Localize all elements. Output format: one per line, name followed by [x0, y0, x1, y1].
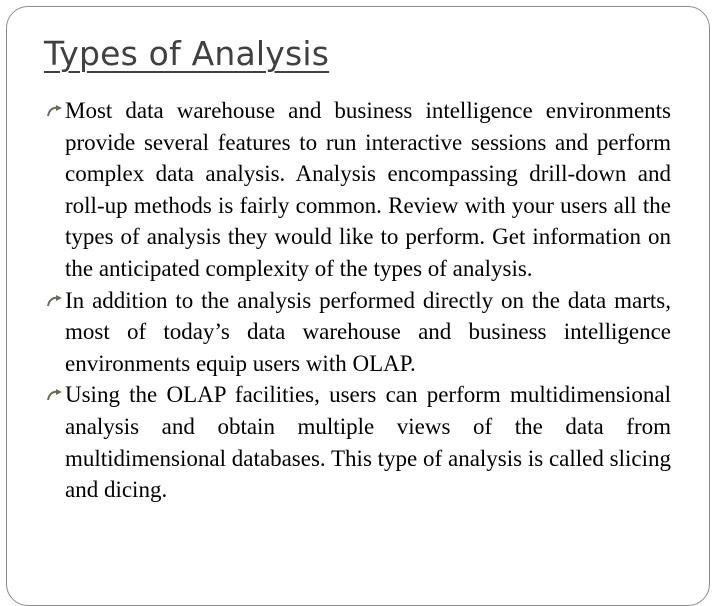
- curved-arrow-bullet-icon: [47, 295, 63, 307]
- curved-arrow-bullet-icon: [47, 105, 63, 117]
- bullet-list: [44, 95, 671, 506]
- bullet-item: [44, 285, 671, 380]
- bullet-text: In addition to the analysis performed directly on the data marts, most of today’s data warehouse and business intelligence environments equip users with OLAP.: [65, 287, 671, 376]
- bullet-item: [44, 379, 671, 505]
- bullet-item: [44, 95, 671, 285]
- bullet-text: Most data warehouse and business intelligence environments provide several features to run interactive sessions and perform complex data analysis. Analysis encompassing drill-down and roll-up methods is fairly common. Review with your users all the types of analysis they would like to perform. Get information on the anticipated complexity of the types of analysis.: [65, 98, 671, 281]
- bullet-text: Using the OLAP facilities, users can perform multidimensional analysis and obtain multiple views of the data from multidimensional databases. This type of analysis is called slicing and dicing.: [65, 382, 671, 503]
- slide-title: Types of Analysis: [44, 34, 330, 73]
- curved-arrow-bullet-icon: [47, 389, 63, 401]
